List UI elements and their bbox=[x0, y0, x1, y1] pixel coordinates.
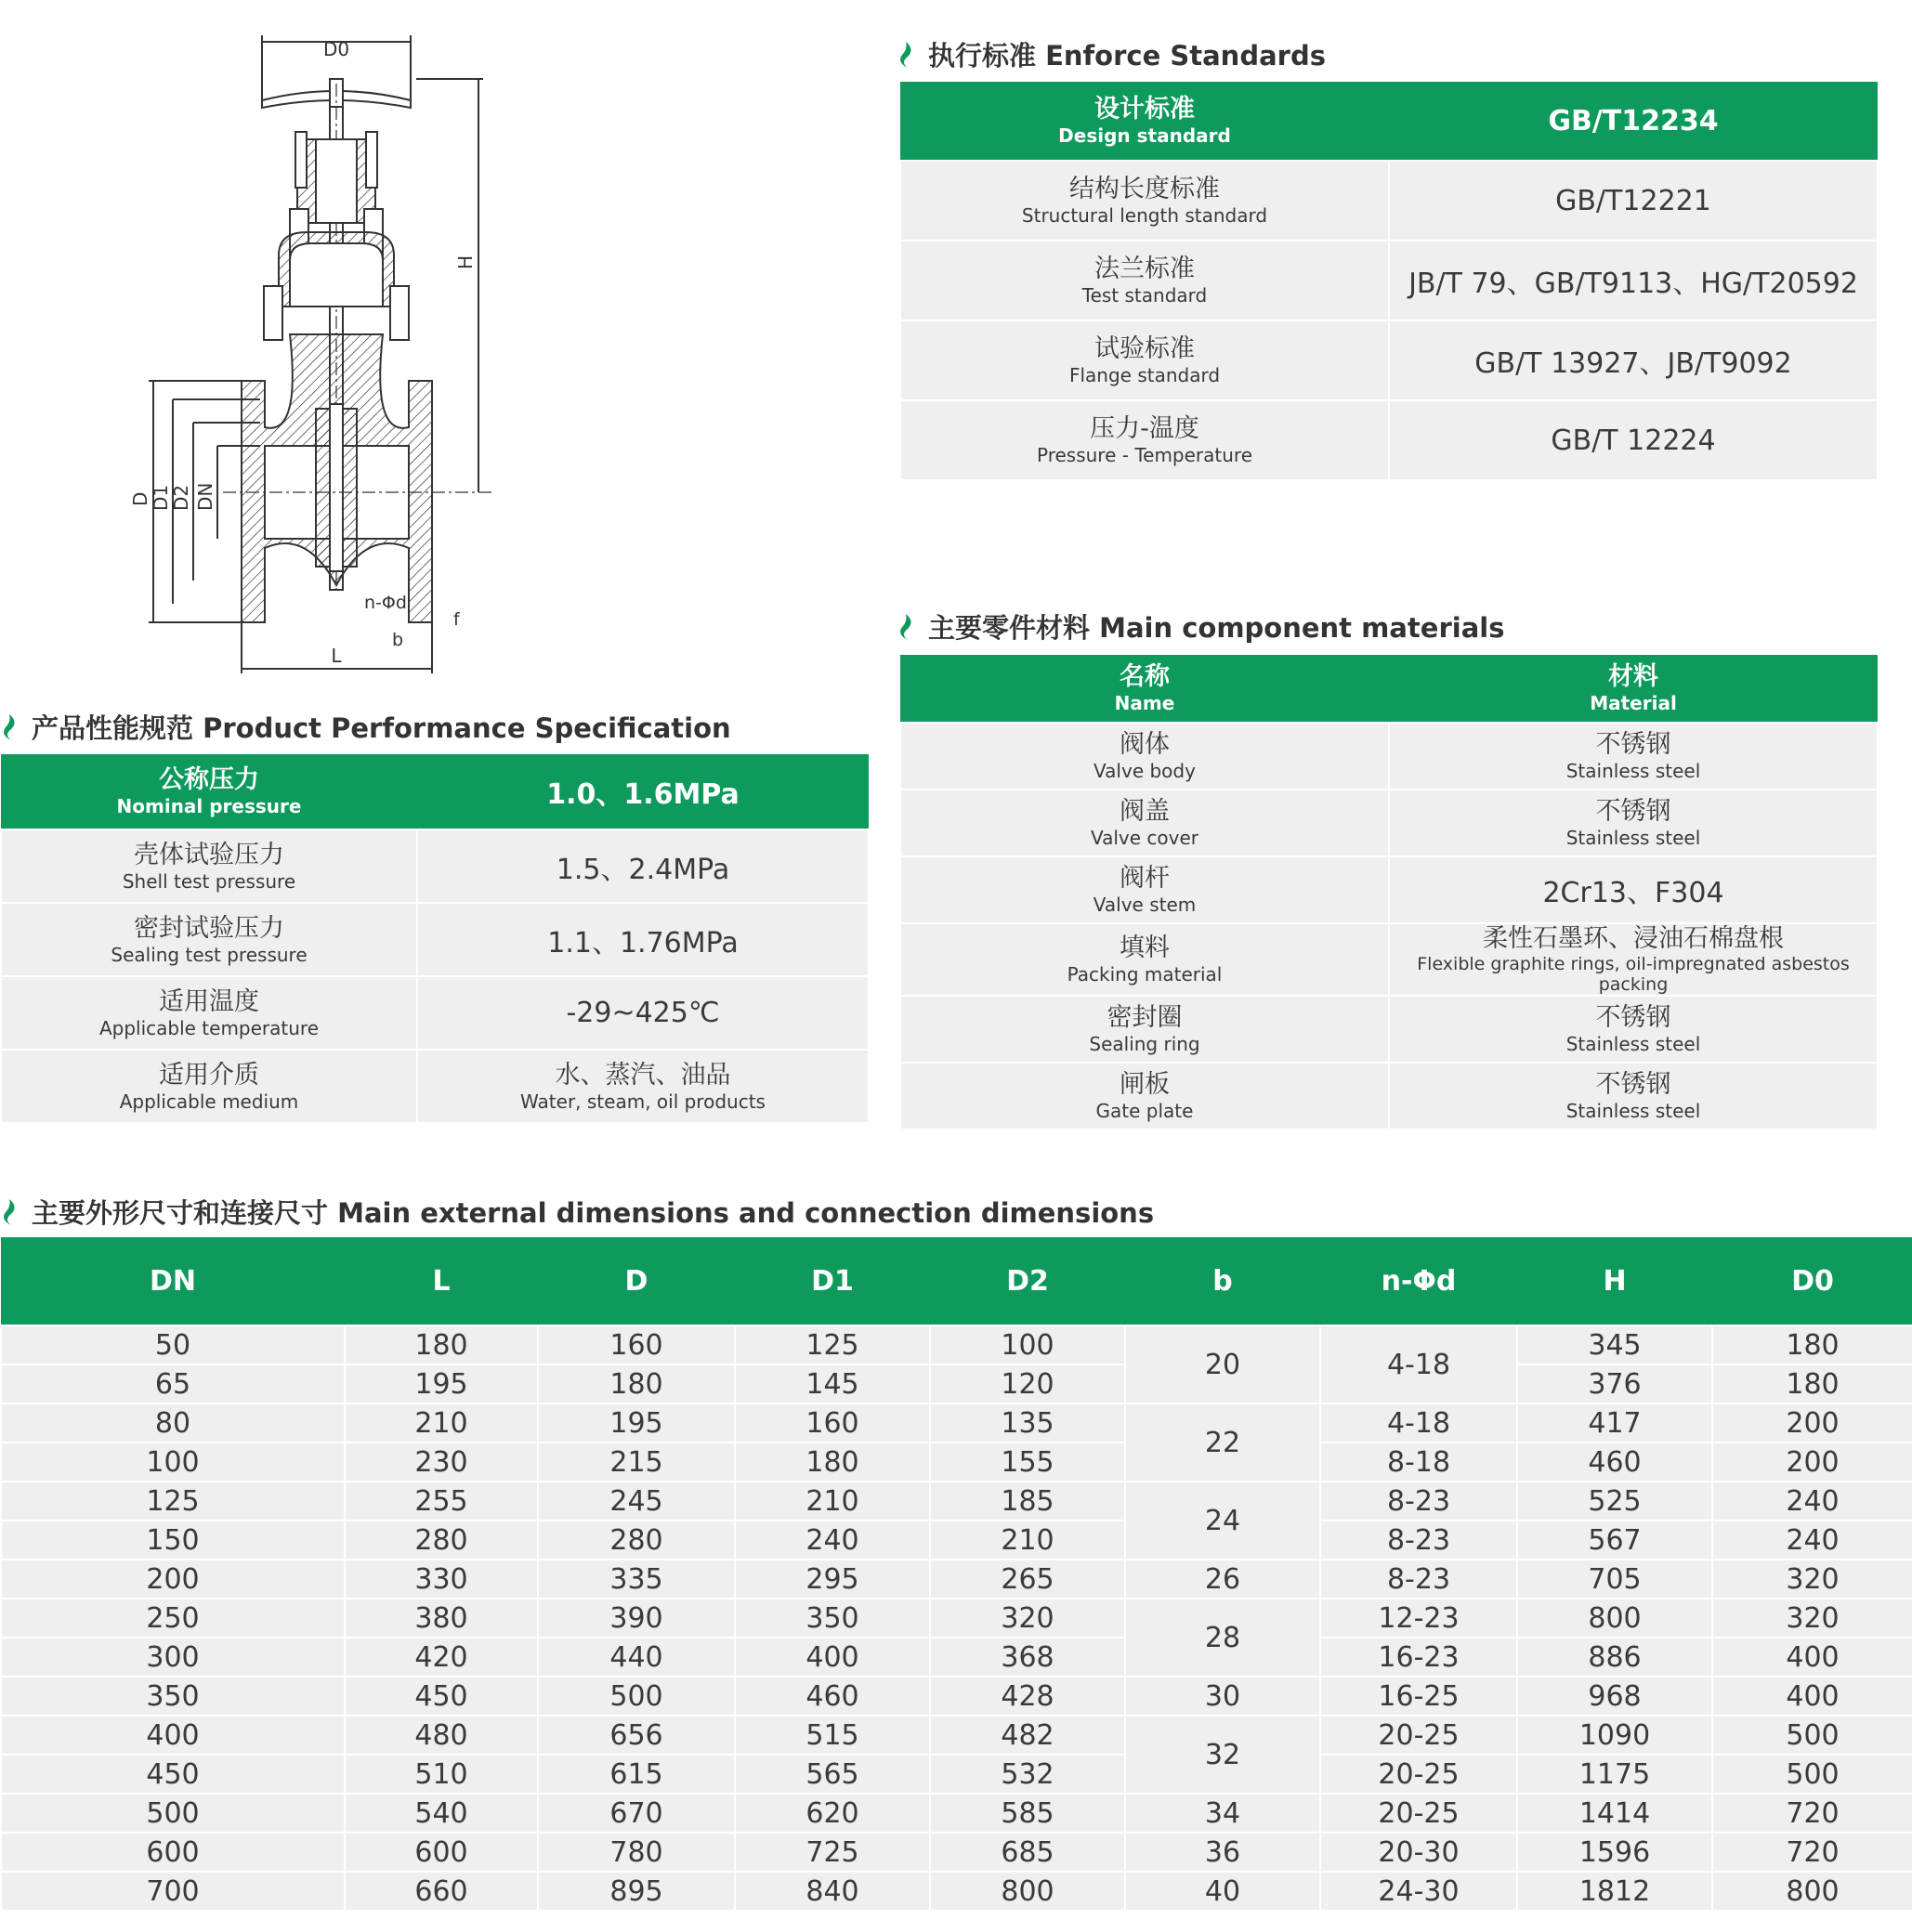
valve-diagram bbox=[121, 28, 520, 678]
leaf-icon bbox=[0, 712, 20, 742]
cell-d2: 685 bbox=[930, 1833, 1125, 1872]
cell-dn: 50 bbox=[1, 1325, 345, 1364]
cell-l: 330 bbox=[345, 1560, 538, 1599]
label-n-phi-d: n-Φd bbox=[364, 593, 407, 613]
cell-d2: 428 bbox=[930, 1677, 1125, 1716]
table-row bbox=[900, 790, 1878, 856]
table-row bbox=[1, 829, 869, 903]
materials-section-title bbox=[897, 607, 1504, 646]
standards-title-text: 执行标准 Enforce Standards bbox=[928, 40, 1326, 72]
cell-b: 30 bbox=[1125, 1677, 1320, 1716]
table-row bbox=[1, 976, 869, 1050]
cell-l: 195 bbox=[345, 1364, 538, 1403]
spec-value: 水、蒸汽、油品 Water, steam, oil products bbox=[417, 1050, 869, 1123]
cell-d: 615 bbox=[538, 1755, 735, 1794]
label-b: b bbox=[392, 630, 404, 650]
dimensions-header-row bbox=[1, 1237, 1912, 1325]
cell-d: 280 bbox=[538, 1521, 735, 1560]
cell-d2: 210 bbox=[930, 1521, 1125, 1560]
cell-d1: 210 bbox=[735, 1482, 930, 1521]
cell-dn: 450 bbox=[1, 1755, 345, 1794]
cell-d1: 240 bbox=[735, 1521, 930, 1560]
cell-d0: 800 bbox=[1712, 1872, 1912, 1911]
col-header: D1 bbox=[735, 1237, 930, 1325]
cell-d2: 120 bbox=[930, 1364, 1125, 1403]
cell-d0: 500 bbox=[1712, 1755, 1912, 1794]
component-name: 阀杆 Valve stem bbox=[900, 856, 1389, 923]
cell-l: 600 bbox=[345, 1833, 538, 1872]
cell-d0: 200 bbox=[1712, 1442, 1912, 1482]
cell-n-phi-d: 20-25 bbox=[1320, 1755, 1517, 1794]
materials-title-text: 主要零件材料 Main component materials bbox=[928, 612, 1505, 644]
performance-header-row bbox=[1, 754, 869, 829]
performance-table bbox=[0, 754, 870, 1124]
cell-d: 656 bbox=[538, 1716, 735, 1755]
cell-n-phi-d: 20-25 bbox=[1320, 1794, 1517, 1833]
cell-l: 255 bbox=[345, 1482, 538, 1521]
cell-d: 215 bbox=[538, 1442, 735, 1482]
col-header: DN bbox=[1, 1237, 345, 1325]
design-standard-label: 设计标准 Design standard bbox=[900, 82, 1389, 161]
cell-b: 34 bbox=[1125, 1794, 1320, 1833]
cell-d: 390 bbox=[538, 1599, 735, 1638]
cell-l: 180 bbox=[345, 1325, 538, 1364]
col-header: L bbox=[345, 1237, 538, 1325]
cell-d1: 350 bbox=[735, 1599, 930, 1638]
component-name: 阀体 Valve body bbox=[900, 723, 1389, 790]
component-name: 阀盖 Valve cover bbox=[900, 790, 1389, 856]
spec-label: 壳体试验压力 Shell test pressure bbox=[1, 829, 417, 903]
cell-d0: 240 bbox=[1712, 1521, 1912, 1560]
cell-d2: 135 bbox=[930, 1403, 1125, 1442]
cell-d2: 368 bbox=[930, 1638, 1125, 1677]
cell-n-phi-d: 16-25 bbox=[1320, 1677, 1517, 1716]
cell-d: 500 bbox=[538, 1677, 735, 1716]
cell-dn: 600 bbox=[1, 1833, 345, 1872]
nominal-pressure-label: 公称压力 Nominal pressure bbox=[1, 754, 417, 829]
label-l: L bbox=[331, 645, 342, 667]
standard-value: GB/T 13927、JB/T9092 bbox=[1389, 320, 1878, 400]
cell-d1: 725 bbox=[735, 1833, 930, 1872]
cell-d1: 145 bbox=[735, 1364, 930, 1403]
cell-h: 376 bbox=[1517, 1364, 1712, 1403]
component-material: 柔性石墨环、浸油石棉盘根 Flexible graphite rings, oil-impregnated asbestos packing bbox=[1389, 923, 1878, 996]
leaf-icon bbox=[897, 40, 917, 70]
standard-label: 结构长度标准 Structural length standard bbox=[900, 161, 1389, 241]
cell-d2: 585 bbox=[930, 1794, 1125, 1833]
table-row bbox=[1, 1677, 1912, 1716]
cell-l: 510 bbox=[345, 1755, 538, 1794]
cell-n-phi-d: 8-23 bbox=[1320, 1482, 1517, 1521]
cell-n-phi-d: 12-23 bbox=[1320, 1599, 1517, 1638]
performance-section-title bbox=[0, 708, 731, 746]
cell-dn: 80 bbox=[1, 1403, 345, 1442]
cell-d2: 265 bbox=[930, 1560, 1125, 1599]
cell-dn: 500 bbox=[1, 1794, 345, 1833]
spec-label: 适用温度 Applicable temperature bbox=[1, 976, 417, 1050]
cell-b: 36 bbox=[1125, 1833, 1320, 1872]
cell-d: 670 bbox=[538, 1794, 735, 1833]
table-row bbox=[1, 1755, 1912, 1794]
table-row bbox=[1, 1638, 1912, 1677]
table-row bbox=[900, 241, 1878, 320]
cell-h: 1812 bbox=[1517, 1872, 1712, 1911]
table-row bbox=[1, 1482, 1912, 1521]
material-header: 材料 Material bbox=[1389, 655, 1878, 723]
table-row bbox=[900, 320, 1878, 400]
leaf-icon bbox=[897, 612, 917, 642]
cell-l: 420 bbox=[345, 1638, 538, 1677]
cell-h: 886 bbox=[1517, 1638, 1712, 1677]
cell-d2: 482 bbox=[930, 1716, 1125, 1755]
cell-dn: 125 bbox=[1, 1482, 345, 1521]
nominal-pressure-value: 1.0、1.6MPa bbox=[417, 754, 869, 829]
cell-l: 480 bbox=[345, 1716, 538, 1755]
standard-label: 压力-温度 Pressure - Temperature bbox=[900, 400, 1389, 480]
cell-d0: 240 bbox=[1712, 1482, 1912, 1521]
cell-n-phi-d: 20-30 bbox=[1320, 1833, 1517, 1872]
cell-d0: 180 bbox=[1712, 1364, 1912, 1403]
cell-b: 26 bbox=[1125, 1560, 1320, 1599]
cell-n-phi-d: 4-18 bbox=[1320, 1325, 1517, 1403]
design-standard-value: GB/T12234 bbox=[1389, 82, 1878, 161]
cell-n-phi-d: 24-30 bbox=[1320, 1872, 1517, 1911]
cell-d1: 620 bbox=[735, 1794, 930, 1833]
col-header: H bbox=[1517, 1237, 1712, 1325]
table-row bbox=[1, 1403, 1912, 1442]
cell-n-phi-d: 8-23 bbox=[1320, 1521, 1517, 1560]
spec-label: 密封试验压力 Sealing test pressure bbox=[1, 903, 417, 976]
name-header: 名称 Name bbox=[900, 655, 1389, 723]
col-header: D0 bbox=[1712, 1237, 1912, 1325]
table-row bbox=[1, 1325, 1912, 1364]
table-row bbox=[1, 1794, 1912, 1833]
cell-d0: 400 bbox=[1712, 1677, 1912, 1716]
cell-d0: 720 bbox=[1712, 1794, 1912, 1833]
cell-n-phi-d: 4-18 bbox=[1320, 1403, 1517, 1442]
cell-d2: 532 bbox=[930, 1755, 1125, 1794]
component-material: 不锈钢 Stainless steel bbox=[1389, 1063, 1878, 1129]
table-row bbox=[1, 1364, 1912, 1403]
cell-d: 245 bbox=[538, 1482, 735, 1521]
table-row bbox=[900, 856, 1878, 923]
materials-header-row bbox=[900, 655, 1878, 723]
cell-d0: 180 bbox=[1712, 1325, 1912, 1364]
cell-b: 22 bbox=[1125, 1403, 1320, 1482]
leaf-icon bbox=[0, 1197, 20, 1227]
cell-d: 195 bbox=[538, 1403, 735, 1442]
cell-d1: 460 bbox=[735, 1677, 930, 1716]
table-row bbox=[1, 1599, 1912, 1638]
cell-d1: 400 bbox=[735, 1638, 930, 1677]
cell-dn: 200 bbox=[1, 1560, 345, 1599]
cell-l: 210 bbox=[345, 1403, 538, 1442]
cell-dn: 300 bbox=[1, 1638, 345, 1677]
spec-label: 适用介质 Applicable medium bbox=[1, 1050, 417, 1123]
cell-h: 1175 bbox=[1517, 1755, 1712, 1794]
label-d0: D0 bbox=[322, 38, 350, 60]
standard-value: GB/T12221 bbox=[1389, 161, 1878, 241]
table-row bbox=[900, 923, 1878, 996]
col-header: b bbox=[1125, 1237, 1320, 1325]
cell-d0: 320 bbox=[1712, 1599, 1912, 1638]
label-h: H bbox=[454, 255, 477, 269]
label-d: D bbox=[129, 491, 151, 506]
table-row bbox=[1, 1716, 1912, 1755]
standards-header-row bbox=[900, 82, 1878, 161]
materials-table bbox=[899, 655, 1879, 1130]
cell-d0: 500 bbox=[1712, 1716, 1912, 1755]
table-row bbox=[1, 1872, 1912, 1911]
label-dn: DN bbox=[194, 482, 216, 511]
cell-d2: 155 bbox=[930, 1442, 1125, 1482]
performance-title-text: 产品性能规范 Product Performance Specification bbox=[32, 712, 731, 744]
cell-d0: 720 bbox=[1712, 1833, 1912, 1872]
cell-d: 180 bbox=[538, 1364, 735, 1403]
standards-section-title bbox=[897, 35, 1326, 73]
cell-dn: 350 bbox=[1, 1677, 345, 1716]
cell-d: 335 bbox=[538, 1560, 735, 1599]
cell-d0: 320 bbox=[1712, 1560, 1912, 1599]
standard-label: 法兰标准 Test standard bbox=[900, 241, 1389, 320]
component-name: 闸板 Gate plate bbox=[900, 1063, 1389, 1129]
valve-drawing bbox=[121, 28, 520, 678]
cell-l: 450 bbox=[345, 1677, 538, 1716]
cell-d1: 840 bbox=[735, 1872, 930, 1911]
cell-d: 160 bbox=[538, 1325, 735, 1364]
cell-b: 28 bbox=[1125, 1599, 1320, 1677]
cell-d1: 160 bbox=[735, 1403, 930, 1442]
cell-d0: 400 bbox=[1712, 1638, 1912, 1677]
cell-d1: 565 bbox=[735, 1755, 930, 1794]
component-material: 不锈钢 Stainless steel bbox=[1389, 996, 1878, 1063]
cell-d2: 100 bbox=[930, 1325, 1125, 1364]
standard-value: JB/T 79、GB/T9113、HG/T20592 bbox=[1389, 241, 1878, 320]
cell-h: 525 bbox=[1517, 1482, 1712, 1521]
cell-l: 230 bbox=[345, 1442, 538, 1482]
table-row bbox=[900, 400, 1878, 480]
cell-h: 705 bbox=[1517, 1560, 1712, 1599]
cell-b: 32 bbox=[1125, 1716, 1320, 1794]
table-row bbox=[900, 161, 1878, 241]
component-name: 密封圈 Sealing ring bbox=[900, 996, 1389, 1063]
cell-dn: 700 bbox=[1, 1872, 345, 1911]
dimensions-title-text: 主要外形尺寸和连接尺寸 Main external dimensions and connection dimensions bbox=[32, 1197, 1155, 1229]
cell-dn: 150 bbox=[1, 1521, 345, 1560]
cell-n-phi-d: 8-23 bbox=[1320, 1560, 1517, 1599]
cell-d1: 295 bbox=[735, 1560, 930, 1599]
cell-d1: 180 bbox=[735, 1442, 930, 1482]
standards-table bbox=[899, 82, 1879, 481]
cell-d: 780 bbox=[538, 1833, 735, 1872]
cell-b: 20 bbox=[1125, 1325, 1320, 1403]
cell-h: 1596 bbox=[1517, 1833, 1712, 1872]
standard-label: 试验标准 Flange standard bbox=[900, 320, 1389, 400]
cell-b: 40 bbox=[1125, 1872, 1320, 1911]
cell-l: 540 bbox=[345, 1794, 538, 1833]
cell-l: 380 bbox=[345, 1599, 538, 1638]
cell-h: 460 bbox=[1517, 1442, 1712, 1482]
cell-h: 968 bbox=[1517, 1677, 1712, 1716]
dimensions-table bbox=[0, 1237, 1912, 1912]
cell-n-phi-d: 16-23 bbox=[1320, 1638, 1517, 1677]
table-row bbox=[1, 1521, 1912, 1560]
cell-h: 567 bbox=[1517, 1521, 1712, 1560]
cell-h: 1090 bbox=[1517, 1716, 1712, 1755]
table-row bbox=[1, 903, 869, 976]
component-material: 不锈钢 Stainless steel bbox=[1389, 723, 1878, 790]
cell-dn: 250 bbox=[1, 1599, 345, 1638]
table-row bbox=[1, 1442, 1912, 1482]
cell-dn: 65 bbox=[1, 1364, 345, 1403]
standard-value: GB/T 12224 bbox=[1389, 400, 1878, 480]
dimensions-section-title bbox=[0, 1193, 1154, 1231]
table-row bbox=[900, 996, 1878, 1063]
label-f: f bbox=[453, 609, 460, 630]
cell-d: 440 bbox=[538, 1638, 735, 1677]
component-name: 填料 Packing material bbox=[900, 923, 1389, 996]
cell-d0: 200 bbox=[1712, 1403, 1912, 1442]
spec-value: 1.5、2.4MPa bbox=[417, 829, 869, 903]
cell-b: 24 bbox=[1125, 1482, 1320, 1560]
cell-l: 280 bbox=[345, 1521, 538, 1560]
table-row bbox=[1, 1833, 1912, 1872]
cell-n-phi-d: 8-18 bbox=[1320, 1442, 1517, 1482]
cell-l: 660 bbox=[345, 1872, 538, 1911]
cell-n-phi-d: 20-25 bbox=[1320, 1716, 1517, 1755]
cell-d1: 125 bbox=[735, 1325, 930, 1364]
spec-value: 1.1、1.76MPa bbox=[417, 903, 869, 976]
table-row bbox=[900, 723, 1878, 790]
cell-h: 345 bbox=[1517, 1325, 1712, 1364]
component-material: 不锈钢 Stainless steel bbox=[1389, 790, 1878, 856]
cell-d2: 185 bbox=[930, 1482, 1125, 1521]
table-row bbox=[1, 1560, 1912, 1599]
label-d1: D1 bbox=[150, 484, 172, 511]
component-material: 2Cr13、F304 bbox=[1389, 856, 1878, 923]
cell-d: 895 bbox=[538, 1872, 735, 1911]
label-d2: D2 bbox=[170, 484, 192, 511]
col-header: D bbox=[538, 1237, 735, 1325]
spec-value: -29~425℃ bbox=[417, 976, 869, 1050]
cell-dn: 400 bbox=[1, 1716, 345, 1755]
cell-h: 417 bbox=[1517, 1403, 1712, 1442]
cell-h: 1414 bbox=[1517, 1794, 1712, 1833]
cell-d2: 800 bbox=[930, 1872, 1125, 1911]
cell-d1: 515 bbox=[735, 1716, 930, 1755]
col-header: n-Φd bbox=[1320, 1237, 1517, 1325]
col-header: D2 bbox=[930, 1237, 1125, 1325]
table-row bbox=[900, 1063, 1878, 1129]
cell-h: 800 bbox=[1517, 1599, 1712, 1638]
table-row bbox=[1, 1050, 869, 1123]
cell-dn: 100 bbox=[1, 1442, 345, 1482]
cell-d2: 320 bbox=[930, 1599, 1125, 1638]
